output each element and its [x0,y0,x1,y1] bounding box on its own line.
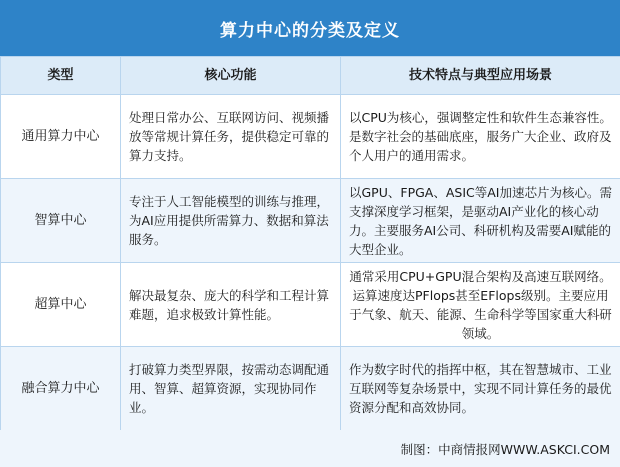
header-function: 核心功能 [121,57,341,95]
classification-table [0,56,620,431]
table-row [1,263,620,347]
row-type: 融合算力中心 [1,347,121,431]
page-title [0,0,620,56]
row-function: 解决最复杂、庞大的科学和工程计算难题，追求极致计算性能。 [121,263,341,347]
row-function: 打破算力类型界限，按需动态调配通用、智算、超算资源，实现协同作业。 [121,347,341,431]
row-features: 作为数字时代的指挥中枢，其在智慧城市、工业互联网等复杂场景中，实现不同计算任务的最优资源分配和高效协同。 [341,347,620,431]
row-features: 以GPU、FPGA、ASIC等AI加速芯片为核心。需支撑深度学习框架，是驱动AI产业化的核心动力。主要服务AI公司、科研机构及需要AI赋能的大型企业。 [341,179,620,263]
row-features: 以CPU为核心，强调整定性和软件生态兼容性。是数字社会的基础底座，服务广大企业、政府及个人用户的通用需求。 [341,95,620,179]
row-type: 超算中心 [1,263,121,347]
table-header-row [1,57,620,95]
row-type: 智算中心 [1,179,121,263]
header-features: 技术特点与典型应用场景 [341,57,620,95]
source-credit: 制图：中商情报网WWW.ASKCI.COM [400,441,610,457]
row-features: 通常采用CPU+GPU混合架构及高速互联网络。运算速度达PFlops甚至EFlops级别。主要应用于气象、航天、能源、生命科学等国家重大科研领域。 [341,263,620,347]
row-function: 专注于人工智能模型的训练与推理，为AI应用提供所需算力、数据和算法服务。 [121,179,341,263]
table-row [1,347,620,431]
source-footer [0,430,620,467]
header-type: 类型 [1,57,121,95]
page-title-text: 算力中心的分类及定义 [220,20,400,41]
row-function: 处理日常办公、互联网访问、视频播放等常规计算任务，提供稳定可靠的算力支持。 [121,95,341,179]
row-type: 通用算力中心 [1,95,121,179]
table-row [1,95,620,179]
table-row [1,179,620,263]
